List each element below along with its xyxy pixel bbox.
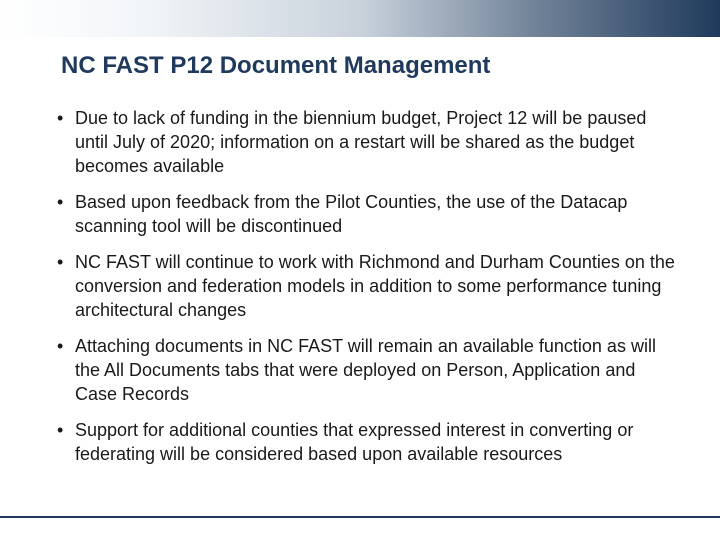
bullet-text: Based upon feedback from the Pilot Counties, the use of the Datacap scanning tool will be discontinued <box>75 192 628 236</box>
bullet-item <box>57 334 677 406</box>
bullet-icon: • <box>57 252 64 272</box>
bullet-text: Attaching documents in NC FAST will remain an available function as will the All Documents tabs that were deployed on Person, Application and Case Records <box>75 336 656 404</box>
footer-divider <box>0 516 720 518</box>
bullet-item <box>57 418 677 466</box>
bullet-item <box>57 190 677 238</box>
bullet-icon: • <box>57 108 64 128</box>
bullet-text: Due to lack of funding in the biennium budget, Project 12 will be paused until July of 2020; information on a restart will be shared as the budget becomes available <box>75 108 647 176</box>
bullet-icon: • <box>57 192 64 212</box>
bullet-text: NC FAST will continue to work with Richmond and Durham Counties on the conversion and federation models in addition to some performance tuning architectural changes <box>75 252 675 320</box>
bullet-item <box>57 106 677 178</box>
slide-title: NC FAST P12 Document Management <box>61 52 491 79</box>
bullet-list <box>57 106 677 478</box>
bullet-item <box>57 250 677 322</box>
header-gradient-band <box>0 0 720 37</box>
bullet-icon: • <box>57 420 64 440</box>
bullet-icon: • <box>57 336 64 356</box>
bullet-text: Support for additional counties that expressed interest in converting or federating will be considered based upon available resources <box>75 420 634 464</box>
